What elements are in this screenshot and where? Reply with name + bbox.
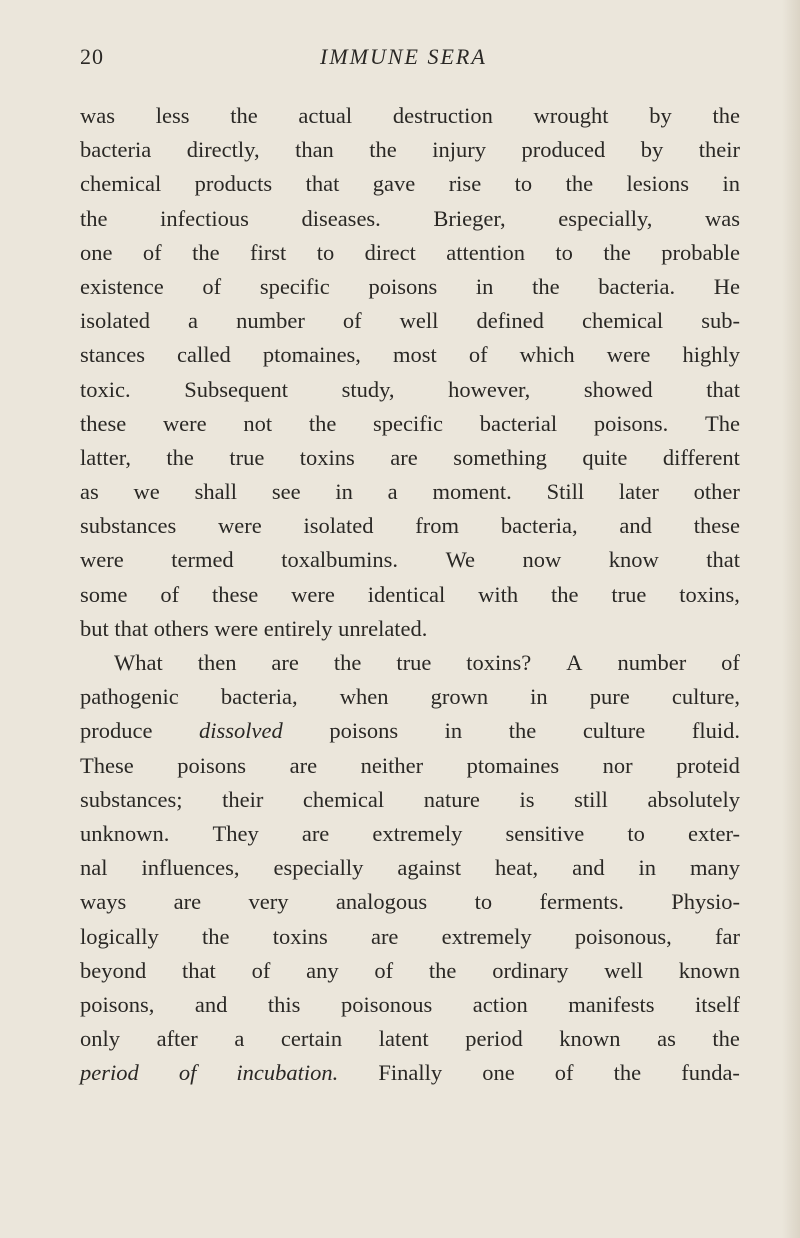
word: heat, bbox=[495, 855, 539, 881]
word: ordinary bbox=[492, 957, 569, 983]
word: period bbox=[465, 1026, 523, 1052]
word: Finally bbox=[378, 1060, 443, 1086]
word: manifests bbox=[568, 991, 655, 1017]
word: of bbox=[721, 650, 740, 675]
word: gave bbox=[372, 171, 416, 197]
word: in bbox=[444, 718, 463, 744]
word: from bbox=[415, 513, 460, 539]
word: proteid bbox=[676, 752, 740, 778]
word: showed bbox=[583, 376, 653, 402]
word: isolated bbox=[80, 308, 150, 334]
word: extremely bbox=[372, 820, 463, 846]
word: defined bbox=[476, 308, 544, 334]
word: that bbox=[114, 615, 149, 641]
word: and bbox=[619, 513, 652, 539]
word: are bbox=[289, 752, 318, 778]
page-number: 20 bbox=[80, 44, 104, 69]
word: when bbox=[339, 684, 389, 710]
word: toxins bbox=[272, 923, 328, 949]
word: the bbox=[603, 239, 631, 265]
word: Subsequent bbox=[184, 376, 288, 402]
word: infectious bbox=[160, 205, 249, 231]
text-line bbox=[80, 407, 740, 441]
word: nal bbox=[80, 855, 108, 881]
word: direct bbox=[364, 239, 416, 265]
text-line bbox=[80, 1056, 740, 1090]
text-line bbox=[80, 851, 740, 885]
word: bacteria, bbox=[220, 684, 298, 710]
word: and bbox=[194, 991, 228, 1017]
running-head: IMMUNE SERA bbox=[320, 44, 487, 69]
word: entirely bbox=[263, 615, 333, 641]
word: that bbox=[182, 957, 216, 983]
word: the bbox=[712, 103, 740, 128]
word: sub- bbox=[701, 308, 740, 334]
word: to bbox=[627, 820, 645, 846]
word: injury bbox=[432, 137, 487, 163]
word: The bbox=[704, 410, 740, 436]
word: ptomaines, bbox=[262, 342, 361, 368]
word: itself bbox=[694, 991, 740, 1017]
text-line bbox=[80, 338, 740, 372]
word: directly, bbox=[186, 137, 260, 163]
word: to bbox=[474, 889, 493, 915]
word: that bbox=[706, 376, 740, 402]
word: bacterial bbox=[479, 410, 558, 436]
word: in bbox=[335, 479, 353, 505]
word: poisonous, bbox=[574, 923, 672, 949]
text-line bbox=[80, 714, 740, 748]
word: rise bbox=[448, 171, 482, 197]
word: toxic. bbox=[80, 376, 131, 402]
word: that bbox=[305, 171, 340, 197]
word: probable bbox=[661, 239, 740, 265]
word: was bbox=[80, 103, 115, 128]
word: wrought bbox=[533, 103, 609, 128]
word: unrelated. bbox=[338, 615, 428, 641]
word: any bbox=[306, 957, 339, 983]
word: study, bbox=[341, 376, 395, 402]
word: the bbox=[369, 137, 397, 163]
text-line bbox=[80, 646, 740, 680]
word: however, bbox=[448, 376, 531, 402]
word: ptomaines bbox=[466, 752, 560, 778]
word: the bbox=[532, 273, 560, 299]
word: the bbox=[565, 171, 594, 197]
word: A bbox=[566, 650, 583, 675]
word: They bbox=[212, 820, 259, 846]
word: of bbox=[178, 1060, 197, 1086]
text-line bbox=[80, 680, 740, 714]
word: produce bbox=[80, 718, 153, 744]
word: products bbox=[194, 171, 273, 197]
word: the bbox=[166, 444, 194, 470]
word: existence bbox=[80, 273, 164, 299]
word: know bbox=[608, 547, 659, 573]
word: known bbox=[678, 957, 740, 983]
word: culture bbox=[582, 718, 646, 744]
text-line bbox=[80, 988, 740, 1022]
text-line bbox=[80, 441, 740, 475]
word: one bbox=[80, 239, 113, 265]
word: not bbox=[243, 410, 273, 436]
word: of bbox=[160, 581, 180, 607]
word: stances bbox=[80, 342, 145, 368]
word: and bbox=[572, 855, 605, 881]
word: pathogenic bbox=[80, 684, 179, 710]
word: as bbox=[80, 479, 99, 505]
word: poisons bbox=[177, 752, 247, 778]
word: a bbox=[387, 479, 398, 505]
word: to bbox=[555, 239, 573, 265]
word: chemical bbox=[302, 786, 385, 812]
word: isolated bbox=[303, 513, 374, 539]
word: far bbox=[714, 923, 740, 949]
word: These bbox=[80, 752, 134, 778]
word: absolutely bbox=[647, 786, 740, 812]
word: sensitive bbox=[505, 820, 585, 846]
word: the bbox=[333, 650, 362, 675]
word: their bbox=[698, 137, 740, 163]
word: especially bbox=[273, 855, 364, 881]
word: incubation. bbox=[236, 1060, 339, 1086]
word: true bbox=[611, 581, 647, 607]
word: that bbox=[706, 547, 740, 573]
word: of bbox=[342, 308, 362, 334]
word: period bbox=[80, 1060, 139, 1086]
word: poisons bbox=[368, 273, 438, 299]
word: this bbox=[267, 991, 301, 1017]
word: in bbox=[722, 171, 740, 197]
text-line bbox=[80, 202, 740, 236]
word: a bbox=[188, 308, 199, 334]
word: toxins bbox=[299, 444, 355, 470]
word: substances bbox=[80, 513, 177, 539]
word: of bbox=[142, 239, 162, 265]
text-line bbox=[80, 749, 740, 783]
word: specific bbox=[373, 410, 443, 436]
word: analogous bbox=[335, 889, 428, 915]
word: were bbox=[291, 581, 335, 607]
word: in bbox=[475, 273, 494, 299]
word: after bbox=[156, 1026, 198, 1052]
word: true bbox=[229, 444, 265, 470]
word: produced bbox=[521, 137, 606, 163]
word: were bbox=[80, 547, 124, 573]
word: Brieger, bbox=[433, 205, 506, 231]
word: now bbox=[522, 547, 562, 573]
text-line bbox=[80, 270, 740, 304]
text-line bbox=[80, 612, 740, 646]
word: number bbox=[236, 308, 305, 334]
word: are bbox=[173, 889, 202, 915]
text-line bbox=[80, 373, 740, 407]
word: many bbox=[689, 855, 740, 881]
word: but bbox=[80, 615, 109, 641]
word: identical bbox=[367, 581, 446, 607]
word: against bbox=[397, 855, 462, 881]
text-line bbox=[80, 920, 740, 954]
word: the bbox=[80, 205, 108, 231]
word: He bbox=[713, 273, 740, 299]
word: latter, bbox=[80, 444, 131, 470]
word: of bbox=[202, 273, 222, 299]
word: well bbox=[399, 308, 439, 334]
word: dissolved bbox=[199, 718, 283, 744]
word: highly bbox=[682, 342, 740, 368]
word: bacteria. bbox=[598, 273, 676, 299]
word: specific bbox=[259, 273, 330, 299]
word: than bbox=[295, 137, 334, 163]
word: which bbox=[519, 342, 575, 368]
word: substances; bbox=[80, 786, 183, 812]
word: logically bbox=[80, 923, 159, 949]
word: quite bbox=[582, 444, 628, 470]
word: these bbox=[693, 513, 740, 539]
word: We bbox=[445, 547, 475, 573]
word: were bbox=[218, 513, 262, 539]
word: first bbox=[250, 239, 287, 265]
word: number bbox=[617, 650, 687, 675]
word: nature bbox=[423, 786, 480, 812]
text-line bbox=[80, 1022, 740, 1056]
text-line bbox=[80, 783, 740, 817]
word: culture, bbox=[671, 684, 740, 710]
word: poisons, bbox=[80, 991, 155, 1017]
page-edge-shadow bbox=[782, 0, 800, 1238]
word: of bbox=[468, 342, 488, 368]
word: poisons bbox=[329, 718, 399, 744]
word: well bbox=[604, 957, 643, 983]
word: was bbox=[704, 205, 740, 231]
word: destruction bbox=[392, 103, 493, 128]
word: exter- bbox=[687, 820, 740, 846]
text-line bbox=[80, 885, 740, 919]
word: are bbox=[271, 650, 299, 675]
word: the bbox=[192, 239, 220, 265]
word: later bbox=[618, 479, 659, 505]
word: very bbox=[248, 889, 289, 915]
word: other bbox=[693, 479, 740, 505]
word: lesions bbox=[626, 171, 690, 197]
word: of bbox=[251, 957, 271, 983]
word: toxins, bbox=[679, 581, 740, 607]
word: ferments. bbox=[539, 889, 624, 915]
text-line bbox=[80, 236, 740, 270]
word: nor bbox=[602, 752, 633, 778]
word: the bbox=[712, 1026, 740, 1052]
page-header bbox=[0, 40, 800, 80]
word: funda- bbox=[681, 1060, 740, 1086]
word: attention bbox=[446, 239, 525, 265]
word: by bbox=[640, 137, 664, 163]
word: some bbox=[80, 581, 128, 607]
word: pure bbox=[589, 684, 630, 710]
word: latent bbox=[378, 1026, 429, 1052]
word: one bbox=[482, 1060, 515, 1086]
text-line bbox=[80, 509, 740, 543]
word: as bbox=[657, 1026, 676, 1052]
word: bacteria, bbox=[500, 513, 578, 539]
word: with bbox=[478, 581, 519, 607]
word: different bbox=[662, 444, 740, 470]
text-line bbox=[80, 817, 740, 851]
word: called bbox=[177, 342, 231, 368]
word: were bbox=[214, 615, 259, 641]
text-line bbox=[80, 543, 740, 577]
word: in bbox=[530, 684, 548, 710]
word: still bbox=[574, 786, 608, 812]
word: only bbox=[80, 1026, 121, 1052]
word: these bbox=[212, 581, 259, 607]
word: to bbox=[316, 239, 335, 265]
word: the bbox=[230, 103, 258, 128]
word: the bbox=[613, 1060, 642, 1086]
word: especially, bbox=[558, 205, 653, 231]
text-line bbox=[80, 578, 740, 612]
word: were bbox=[606, 342, 651, 368]
word: to bbox=[514, 171, 533, 197]
word: actual bbox=[298, 103, 353, 128]
text-line bbox=[80, 133, 740, 167]
word: the bbox=[508, 718, 537, 744]
word: the bbox=[201, 923, 230, 949]
word: ways bbox=[80, 889, 127, 915]
word: toxins? bbox=[466, 650, 532, 675]
word: shall bbox=[194, 479, 238, 505]
word: chemical bbox=[80, 171, 162, 197]
word: we bbox=[133, 479, 160, 505]
word: diseases. bbox=[301, 205, 381, 231]
text-line bbox=[80, 99, 740, 133]
word: are bbox=[390, 444, 418, 470]
word: the bbox=[551, 581, 579, 607]
text-line bbox=[80, 304, 740, 338]
word: of bbox=[374, 957, 394, 983]
word: a bbox=[234, 1026, 245, 1052]
word: these bbox=[80, 410, 127, 436]
text-line bbox=[80, 167, 740, 201]
word: poisonous bbox=[340, 991, 433, 1017]
word: then bbox=[197, 650, 237, 675]
word: are bbox=[370, 923, 399, 949]
word: What bbox=[114, 650, 163, 675]
word: something bbox=[453, 444, 547, 470]
text-line bbox=[80, 954, 740, 988]
word: are bbox=[301, 820, 330, 846]
text-line bbox=[80, 475, 740, 509]
word: extremely bbox=[441, 923, 532, 949]
word: their bbox=[222, 786, 264, 812]
word: Still bbox=[546, 479, 585, 505]
word: fluid. bbox=[691, 718, 740, 744]
word: beyond bbox=[80, 957, 147, 983]
word: in bbox=[638, 855, 657, 881]
body-text bbox=[80, 99, 740, 1090]
word: termed bbox=[171, 547, 234, 573]
word: the bbox=[308, 410, 337, 436]
word: bacteria bbox=[80, 137, 152, 163]
word: by bbox=[649, 103, 672, 128]
word: of bbox=[554, 1060, 574, 1086]
word: grown bbox=[430, 684, 489, 710]
word: moment. bbox=[432, 479, 512, 505]
word: known bbox=[559, 1026, 621, 1052]
word: others bbox=[153, 615, 209, 641]
word: chemical bbox=[581, 308, 664, 334]
word: were bbox=[162, 410, 207, 436]
word: unknown. bbox=[80, 820, 170, 846]
word: influences, bbox=[141, 855, 240, 881]
word: toxalbumins. bbox=[281, 547, 399, 573]
word: see bbox=[271, 479, 301, 505]
word: action bbox=[472, 991, 528, 1017]
word: the bbox=[428, 957, 457, 983]
word: certain bbox=[280, 1026, 343, 1052]
word: less bbox=[155, 103, 190, 128]
word: true bbox=[396, 650, 432, 675]
word: is bbox=[519, 786, 535, 812]
word: poisons. bbox=[593, 410, 669, 436]
word: neither bbox=[360, 752, 424, 778]
word: Physio- bbox=[671, 889, 740, 915]
word: most bbox=[393, 342, 437, 368]
